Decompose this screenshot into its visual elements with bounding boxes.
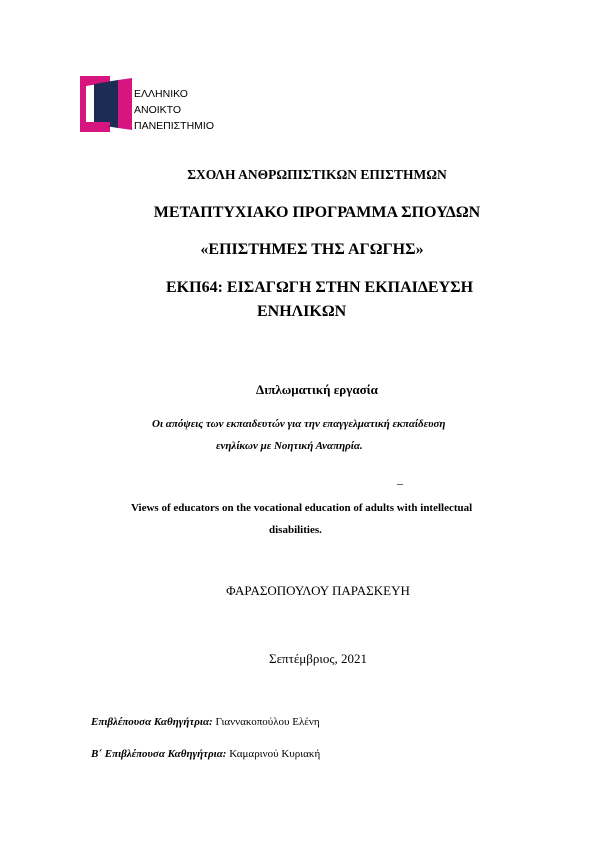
supervisor-1-name: Γιαννακοπούλου Ελένη xyxy=(215,716,320,728)
thesis-title-gr-line-2: ενηλίκων με Νοητική Αναπηρία. xyxy=(216,440,363,452)
logo-mark-icon xyxy=(80,76,132,132)
program-title: ΜΕΤΑΠΤΥΧΙΑΚΟ ΠΡΟΓΡΑΜΜΑ ΣΠΟΥΔΩΝ xyxy=(153,204,481,221)
separator-dash: – xyxy=(397,476,403,490)
program-name: «ΕΠΙΣΤΗΜΕΣ ΤΗΣ ΑΓΩΓΗΣ» xyxy=(200,241,424,258)
logo-text xyxy=(134,86,214,134)
supervisor-2-label: Β΄ Επιβλέπουσα Καθηγήτρια: xyxy=(91,748,227,760)
supervisor-1-label: Επιβλέπουσα Καθηγήτρια: xyxy=(91,716,213,728)
supervisor-1 xyxy=(91,716,320,728)
date: Σεπτέμβριος, 2021 xyxy=(269,651,367,666)
course-line-2: ΕΝΗΛΙΚΩΝ xyxy=(257,303,347,320)
author-name: ΦΑΡΑΣΟΠΟΥΛΟΥ ΠΑΡΑΣΚΕΥΗ xyxy=(226,583,410,598)
university-logo xyxy=(80,76,132,132)
course-line-1: ΕΚΠ64: ΕΙΣΑΓΩΓΗ ΣΤΗΝ ΕΚΠΑΙΔΕΥΣΗ xyxy=(166,279,474,296)
supervisor-2-name: Καμαρινού Κυριακή xyxy=(229,748,321,760)
logo-line-3: ΠΑΝΕΠΙΣΤΗΜΙΟ xyxy=(134,120,214,132)
supervisor-2 xyxy=(91,748,320,760)
logo-line-1: ΕΛΛΗΝΙΚΟ xyxy=(134,88,188,100)
thesis-title-en-line-1: Views of educators on the vocational education of adults with intellectual xyxy=(131,502,473,514)
thesis-type: Διπλωματική εργασία xyxy=(256,382,378,397)
logo-line-2: ΑΝΟΙΚΤΟ xyxy=(134,104,182,116)
thesis-title-en-line-2: disabilities. xyxy=(269,524,322,536)
thesis-title-gr-line-1: Οι απόψεις των εκπαιδευτών για την επαγγελματική εκπαίδευση xyxy=(152,418,446,430)
school-name: ΣΧΟΛΗ ΑΝΘΡΩΠΙΣΤΙΚΩΝ ΕΠΙΣΤΗΜΩΝ xyxy=(187,167,447,182)
